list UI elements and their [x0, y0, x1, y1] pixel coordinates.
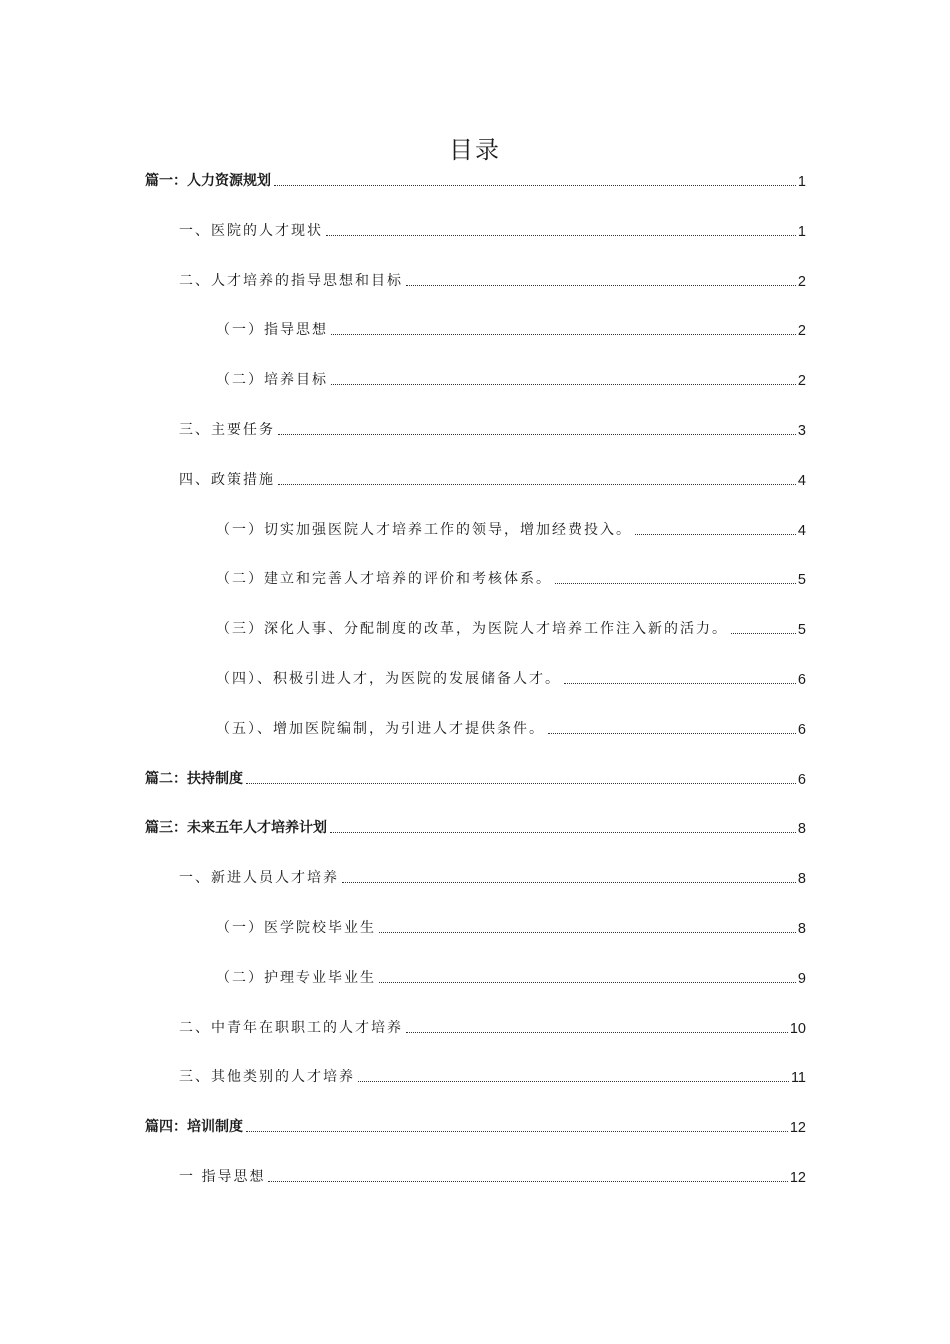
toc-entry[interactable] — [179, 465, 806, 489]
toc-entry-page-number: 4 — [797, 522, 806, 539]
toc-entry-page-number: 5 — [797, 622, 806, 639]
toc-entry-page-number: 2 — [797, 273, 806, 290]
toc-entry-label: 一 指导思想 — [179, 1169, 266, 1185]
toc-entry-page-number: 5 — [797, 572, 806, 589]
toc-entry-label: 四、政策措施 — [179, 471, 275, 488]
toc-entry[interactable] — [179, 1162, 806, 1186]
toc-entry-page-number: 11 — [790, 1070, 806, 1087]
toc-entry-label: （三）深化人事、分配制度的改革，为医院人才培养工作注入新的活力。 — [216, 621, 728, 638]
toc-entry-label: 二、中青年在职职工的人才培养 — [179, 1019, 403, 1036]
dot-leader — [326, 234, 796, 236]
toc-entry-page-number: 4 — [797, 472, 806, 489]
toc-entry-page-number: 6 — [797, 721, 806, 738]
toc-entry-label: 二、人才培养的指导思想和目标 — [179, 272, 403, 289]
dot-leader — [406, 1031, 788, 1033]
toc-entry[interactable] — [216, 614, 806, 638]
dot-leader — [379, 931, 796, 933]
dot-leader — [246, 1130, 788, 1132]
toc-entry-label: （五）、增加医院编制，为引进人才提供条件。 — [216, 720, 545, 737]
toc-entry-label: 一、医院的人才现状 — [179, 222, 323, 239]
toc-entry-page-number: 8 — [797, 871, 806, 888]
dot-leader — [406, 284, 796, 286]
toc-entry[interactable] — [216, 963, 806, 987]
toc-entry-page-number: 1 — [797, 223, 806, 240]
toc-entry[interactable] — [216, 515, 806, 539]
toc-entry[interactable] — [145, 813, 806, 837]
toc-entry[interactable] — [179, 1062, 806, 1086]
toc-entry[interactable] — [179, 266, 806, 290]
dot-leader — [331, 383, 796, 385]
dot-leader — [379, 981, 796, 983]
toc-entry-page-number: 2 — [797, 373, 806, 390]
toc-entry-page-number: 12 — [789, 1170, 806, 1186]
toc-entry-page-number: 6 — [797, 771, 806, 788]
toc-entry[interactable] — [179, 216, 806, 240]
dot-leader — [635, 533, 796, 535]
toc-entry-label: 一、新进人员人才培养 — [179, 870, 339, 887]
dot-leader — [342, 881, 796, 883]
toc-entry-label: （二）培养目标 — [216, 372, 328, 389]
toc-entry[interactable] — [145, 1112, 806, 1136]
toc-entry-label: （二）建立和完善人才培养的评价和考核体系。 — [216, 571, 552, 588]
toc-entry[interactable] — [179, 1013, 806, 1037]
toc-entry[interactable] — [145, 764, 806, 788]
toc-entry-label: （一）指导思想 — [216, 322, 328, 339]
toc-entry-page-number: 3 — [797, 423, 806, 439]
dot-leader — [278, 433, 796, 435]
toc-entry-label: 篇三：未来五年人才培养计划 — [145, 820, 327, 837]
toc-entry-label: 篇四：培训制度 — [145, 1119, 243, 1136]
toc-entry[interactable] — [179, 863, 806, 887]
toc-entry[interactable] — [216, 365, 806, 389]
dot-leader — [278, 483, 796, 485]
toc-entry[interactable] — [216, 664, 806, 688]
toc-entry-page-number: 8 — [797, 821, 806, 838]
toc-entry[interactable] — [216, 315, 806, 339]
toc-entry-label: （四）、积极引进人才，为医院的发展储备人才。 — [216, 671, 561, 687]
toc-entry-label: 篇一：人力资源规划 — [145, 173, 271, 189]
toc-entry-page-number: 2 — [797, 323, 806, 340]
toc-entry-page-number: 8 — [797, 921, 806, 937]
dot-leader — [246, 782, 796, 784]
dot-leader — [731, 632, 796, 634]
dot-leader — [358, 1080, 789, 1082]
toc-entry-page-number: 9 — [797, 970, 806, 987]
toc-entry-label: （一）切实加强医院人才培养工作的领导，增加经费投入。 — [216, 521, 632, 538]
toc-entry-page-number: 6 — [797, 672, 806, 688]
toc-entry-page-number: 1 — [797, 174, 806, 190]
toc-entry-label: （二）护理专业毕业生 — [216, 969, 376, 986]
toc-entry-label: 篇二：扶持制度 — [145, 770, 243, 787]
toc-entry-page-number: 10 — [789, 1020, 806, 1037]
dot-leader — [268, 1180, 787, 1182]
toc-entry-label: （一）医学院校毕业生 — [216, 920, 376, 936]
toc-entry[interactable] — [216, 564, 806, 588]
dot-leader — [548, 732, 796, 734]
toc-entry[interactable] — [179, 415, 806, 439]
dot-leader — [555, 582, 796, 584]
toc-entry[interactable] — [216, 714, 806, 738]
toc-entry[interactable] — [216, 913, 806, 937]
toc-entry-label: 三、其他类别的人才培养 — [179, 1069, 355, 1086]
toc-title: 目录 — [449, 136, 501, 165]
toc-entry-label: 三、主要任务 — [179, 422, 275, 438]
toc-entry[interactable] — [145, 166, 806, 190]
dot-leader — [564, 682, 796, 684]
dot-leader — [330, 831, 796, 833]
dot-leader — [331, 333, 796, 335]
toc-entry-page-number: 12 — [789, 1120, 806, 1137]
dot-leader — [274, 184, 796, 186]
